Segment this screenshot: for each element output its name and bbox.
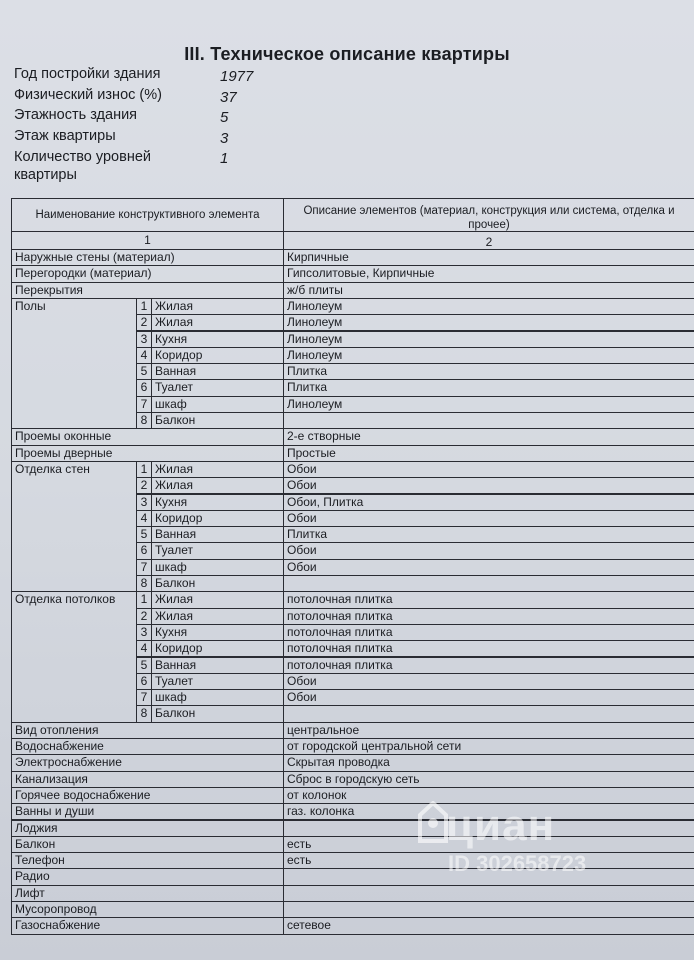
watermark-brand: циан	[446, 801, 556, 850]
column-number: 1	[11, 231, 284, 250]
table-row-value: от городской центральной сети	[283, 738, 694, 755]
table-row-value	[283, 901, 694, 918]
info-value: 37	[220, 88, 237, 106]
room-name: Туалет	[151, 542, 284, 559]
info-row	[14, 128, 314, 149]
room-number: 2	[136, 477, 152, 494]
room-finish	[283, 575, 694, 592]
room-number: 8	[136, 575, 152, 592]
room-number: 7	[136, 689, 152, 706]
room-name: Жилая	[151, 461, 284, 478]
table-row-label: Водоснабжение	[11, 738, 284, 755]
room-number: 1	[136, 461, 152, 478]
room-finish: Линолеум	[283, 298, 694, 315]
info-row	[14, 66, 314, 87]
table-row-label: Наружные стены (материал)	[11, 249, 284, 266]
table-row-label: Проемы дверные	[11, 445, 284, 462]
room-name: шкаф	[151, 396, 284, 413]
table-row-value: 2-е створные	[283, 428, 694, 445]
room-finish: Линолеум	[283, 314, 694, 331]
room-name: Кухня	[151, 331, 284, 348]
room-finish: Обои	[283, 477, 694, 494]
room-number: 5	[136, 657, 152, 674]
room-finish: Обои	[283, 510, 694, 527]
room-name: Ванная	[151, 526, 284, 543]
table-row-value: Простые	[283, 445, 694, 462]
info-row	[14, 148, 314, 186]
table-row-label: Горячее водоснабжение	[11, 787, 284, 804]
table-row-value	[283, 868, 694, 885]
column-header: Наименование конструктивного элемента	[11, 198, 284, 232]
room-finish: Плитка	[283, 526, 694, 543]
room-name: Коридор	[151, 510, 284, 527]
table-row-value: Скрытая проводка	[283, 754, 694, 771]
room-name: Ванная	[151, 657, 284, 674]
table-row-label: Вид отопления	[11, 722, 284, 739]
table-row-label: Ванны и души	[11, 803, 284, 820]
info-row	[14, 87, 314, 108]
group-label: Отделка потолков	[11, 591, 137, 722]
table-row-value: Кирпичные	[283, 249, 694, 266]
room-finish: Линолеум	[283, 396, 694, 413]
room-number: 6	[136, 542, 152, 559]
column-number: 2	[283, 231, 694, 250]
room-number: 4	[136, 347, 152, 364]
info-value: 3	[220, 129, 229, 147]
room-finish: Обои	[283, 542, 694, 559]
room-finish: Линолеум	[283, 347, 694, 364]
room-name: Жилая	[151, 298, 284, 315]
room-number: 7	[136, 396, 152, 413]
room-finish: Плитка	[283, 379, 694, 396]
room-finish: потолочная плитка	[283, 591, 694, 608]
table-row-label: Проемы оконные	[11, 428, 284, 445]
room-finish: Обои	[283, 689, 694, 706]
info-label: Количество уровней квартиры	[14, 149, 151, 183]
column-header: Описание элементов (материал, конструкция или система, отделка и прочее)	[283, 198, 694, 232]
room-finish: потолочная плитка	[283, 608, 694, 625]
room-number: 5	[136, 363, 152, 380]
room-finish: Обои	[283, 673, 694, 690]
info-value: 1	[220, 150, 229, 167]
table-row-value: есть	[283, 836, 694, 853]
table-row-value	[283, 885, 694, 902]
room-number: 3	[136, 494, 152, 511]
info-value: 5	[220, 109, 229, 126]
table-row-label: Балкон	[11, 836, 284, 853]
room-number: 4	[136, 640, 152, 657]
table-row-value: газ. колонка	[283, 803, 694, 820]
room-name: Балкон	[151, 705, 284, 722]
group-label: Полы	[11, 298, 137, 429]
room-name: Коридор	[151, 640, 284, 657]
info-label: Год постройки здания	[14, 66, 161, 82]
room-name: Балкон	[151, 575, 284, 592]
room-number: 7	[136, 559, 152, 576]
room-number: 6	[136, 379, 152, 396]
room-name: Туалет	[151, 379, 284, 396]
table-row-value: от колонок	[283, 787, 694, 804]
room-number: 6	[136, 673, 152, 690]
room-number: 2	[136, 314, 152, 331]
table-row-label: Канализация	[11, 771, 284, 788]
room-number: 5	[136, 526, 152, 543]
room-number: 3	[136, 331, 152, 348]
info-label: Физический износ (%)	[14, 86, 162, 103]
room-number: 1	[136, 591, 152, 608]
room-name: Жилая	[151, 477, 284, 494]
table-row-value: центральное	[283, 722, 694, 739]
group-label: Отделка стен	[11, 461, 137, 592]
table-row-label: Мусоропровод	[11, 901, 284, 918]
table-row-value	[283, 820, 694, 837]
table-row-value: Сброс в городскую сеть	[283, 771, 694, 788]
table-row-label: Телефон	[11, 852, 284, 869]
table-row-label: Перекрытия	[11, 282, 284, 299]
room-name: Жилая	[151, 591, 284, 608]
table-row-label: Электроснабжение	[11, 754, 284, 771]
table-row-value: ж/б плиты	[283, 282, 694, 299]
technical-description-table	[11, 198, 694, 943]
table-row-label: Лифт	[11, 885, 284, 902]
table-row-value: есть	[283, 852, 694, 869]
room-name: шкаф	[151, 559, 284, 576]
table-row-label: Радио	[11, 868, 284, 885]
room-finish: потолочная плитка	[283, 657, 694, 674]
building-info	[14, 66, 314, 186]
info-row	[14, 107, 314, 128]
room-number: 1	[136, 298, 152, 315]
room-finish: Обои	[283, 559, 694, 576]
room-number: 2	[136, 608, 152, 625]
room-name: Кухня	[151, 494, 284, 511]
room-finish: Плитка	[283, 363, 694, 380]
room-finish: Обои, Плитка	[283, 494, 694, 511]
room-name: Жилая	[151, 608, 284, 625]
room-name: Ванная	[151, 363, 284, 380]
room-finish: Обои	[283, 461, 694, 478]
room-name: Туалет	[151, 673, 284, 690]
room-name: Жилая	[151, 314, 284, 331]
room-name: шкаф	[151, 689, 284, 706]
room-name: Кухня	[151, 624, 284, 641]
room-finish	[283, 705, 694, 722]
table-row-value: сетевое	[283, 917, 694, 934]
room-number: 4	[136, 510, 152, 527]
info-label: Этаж квартиры	[14, 127, 116, 144]
info-value: 1977	[220, 68, 254, 85]
document-title: III. Техническое описание квартиры	[184, 44, 510, 64]
info-label: Этажность здания	[14, 107, 138, 123]
table-row-label: Газоснабжение	[11, 917, 284, 934]
table-row-label: Перегородки (материал)	[11, 265, 284, 282]
room-finish	[283, 412, 694, 429]
table-row-value: Гипсолитовые, Кирпичные	[283, 265, 694, 282]
room-number: 8	[136, 412, 152, 429]
watermark-id: ID 302658723	[448, 851, 587, 876]
room-finish: потолочная плитка	[283, 624, 694, 641]
room-finish: Линолеум	[283, 331, 694, 348]
room-finish: потолочная плитка	[283, 640, 694, 657]
table-row-label: Лоджия	[11, 820, 284, 837]
room-name: Балкон	[151, 412, 284, 429]
room-number: 8	[136, 705, 152, 722]
room-name: Коридор	[151, 347, 284, 364]
room-number: 3	[136, 624, 152, 641]
